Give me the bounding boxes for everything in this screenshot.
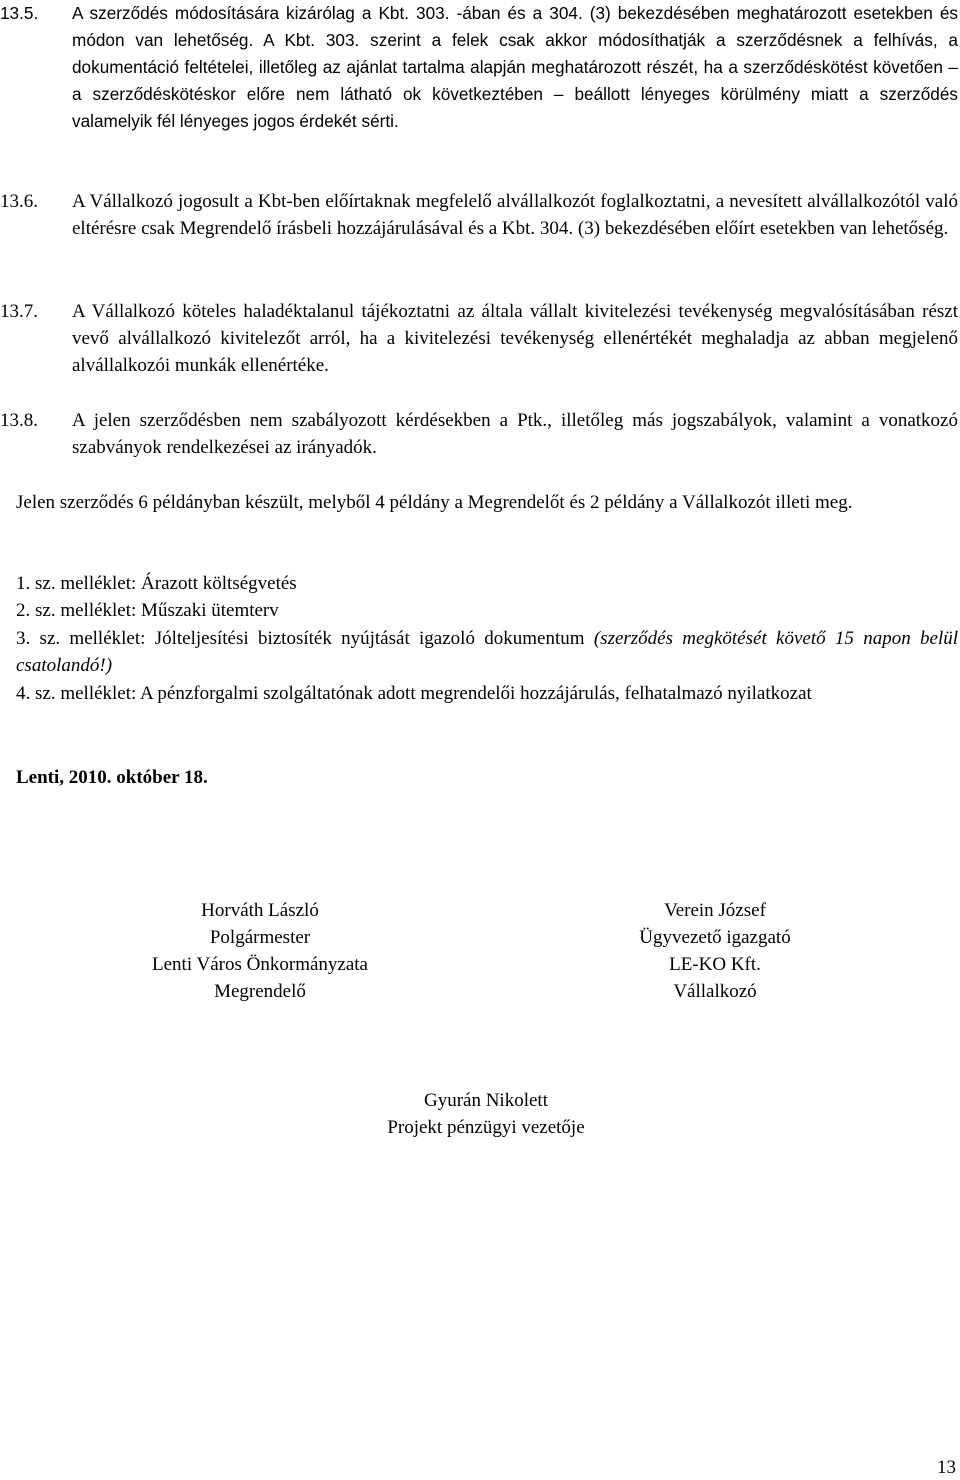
signatory-role: Vállalkozó — [673, 981, 757, 1002]
signatory-name: Gyurán Nikolett — [423, 1090, 548, 1111]
signature-block-bottom — [336, 1087, 636, 1141]
annex-item — [16, 680, 958, 707]
clause-number: 13.8. — [0, 410, 38, 431]
copies-statement: Jelen szerződés 6 példányban készült, melyből 4 példány a Megrendelőt és 2 példány a Vállalkozót illeti meg. — [16, 492, 853, 513]
signature-block-left — [110, 897, 410, 1005]
clause-number: 13.7. — [0, 301, 38, 322]
signatory-name: Horváth László — [201, 900, 319, 921]
annex-text: 4. sz. melléklet: A pénzforgalmi szolgáltatónak adott megrendelői hozzájárulás, felhatalmazó nyilatkozat — [16, 683, 812, 704]
annex-note: (szerződés megkötését követő 15 napon belül csatolandó!) — [16, 628, 959, 676]
annex-item — [16, 625, 958, 679]
clause-number: 13.5. — [0, 3, 39, 23]
annex-text: 2. sz. melléklet: Műszaki ütemterv — [16, 600, 279, 621]
place-date: Lenti, 2010. október 18. — [16, 767, 208, 788]
clause-text: A Vállalkozó jogosult a Kbt-ben előírtaknak megfelelő alvállalkozót foglalkoztatni, a nevesített alvállalkozótól való eltérésre csak Megrendelő írásbeli hozzájárulásával és a Kbt. 304. (3) bekezdésében előírt esetekben van lehetőség. — [72, 191, 958, 239]
clause-text: A jelen szerződésben nem szabályozott kérdésekben a Ptk., illetőleg más jogszabályok, valamint a vonatkozó szabványok rendelkezései az irányadók. — [72, 410, 958, 458]
signatory-title: Polgármester — [209, 927, 311, 948]
clause-text: A szerződés módosítására kizárólag a Kbt. 303. -ában és a 304. (3) bekezdésében meghatározott esetekben és módon van lehetőség. A Kbt. 303. szerint a felek csak akkor módosíthatják a szerződésnek a felhívás, a dokumentáció feltételei, illetőleg az ajánlat tartalma alapján meghatározott részét, ha a szerződéskötést követően – a szerződéskötéskor előre nem látható ok következtében – beállott lényeges körülmény miatt a szerződés valamelyik fél lényeges jogos érdekét sérti. — [72, 3, 958, 131]
annex-text: 3. sz. melléklet: Jólteljesítési biztosíték nyújtását igazoló dokumentum — [16, 628, 585, 649]
signatory-title: Ügyvezető igazgató — [639, 927, 791, 948]
annex-text: 1. sz. melléklet: Árazott költségvetés — [16, 573, 297, 594]
signatory-organization: LE-KO Kft. — [669, 954, 761, 975]
clause-number: 13.6. — [0, 191, 38, 212]
page-number: 13 — [937, 1457, 956, 1478]
signatory-organization: Lenti Város Önkormányzata — [152, 954, 368, 975]
annex-item — [16, 570, 958, 597]
signature-block-right — [565, 897, 865, 1005]
signatory-name: Verein József — [664, 900, 766, 921]
annex-item — [16, 597, 958, 624]
signatory-title: Projekt pénzügyi vezetője — [387, 1117, 585, 1138]
clause-text: A Vállalkozó köteles haladéktalanul tájékoztatni az általa vállalt kivitelezési tevékenység megvalósításában részt vevő alvállalkozó kivitelezőt arról, ha a kivitelezési tevékenység ellenértékét meghaladja az abban megjelenő alvállalkozói munkák ellenértéke. — [72, 301, 958, 376]
signatory-role: Megrendelő — [214, 981, 306, 1002]
